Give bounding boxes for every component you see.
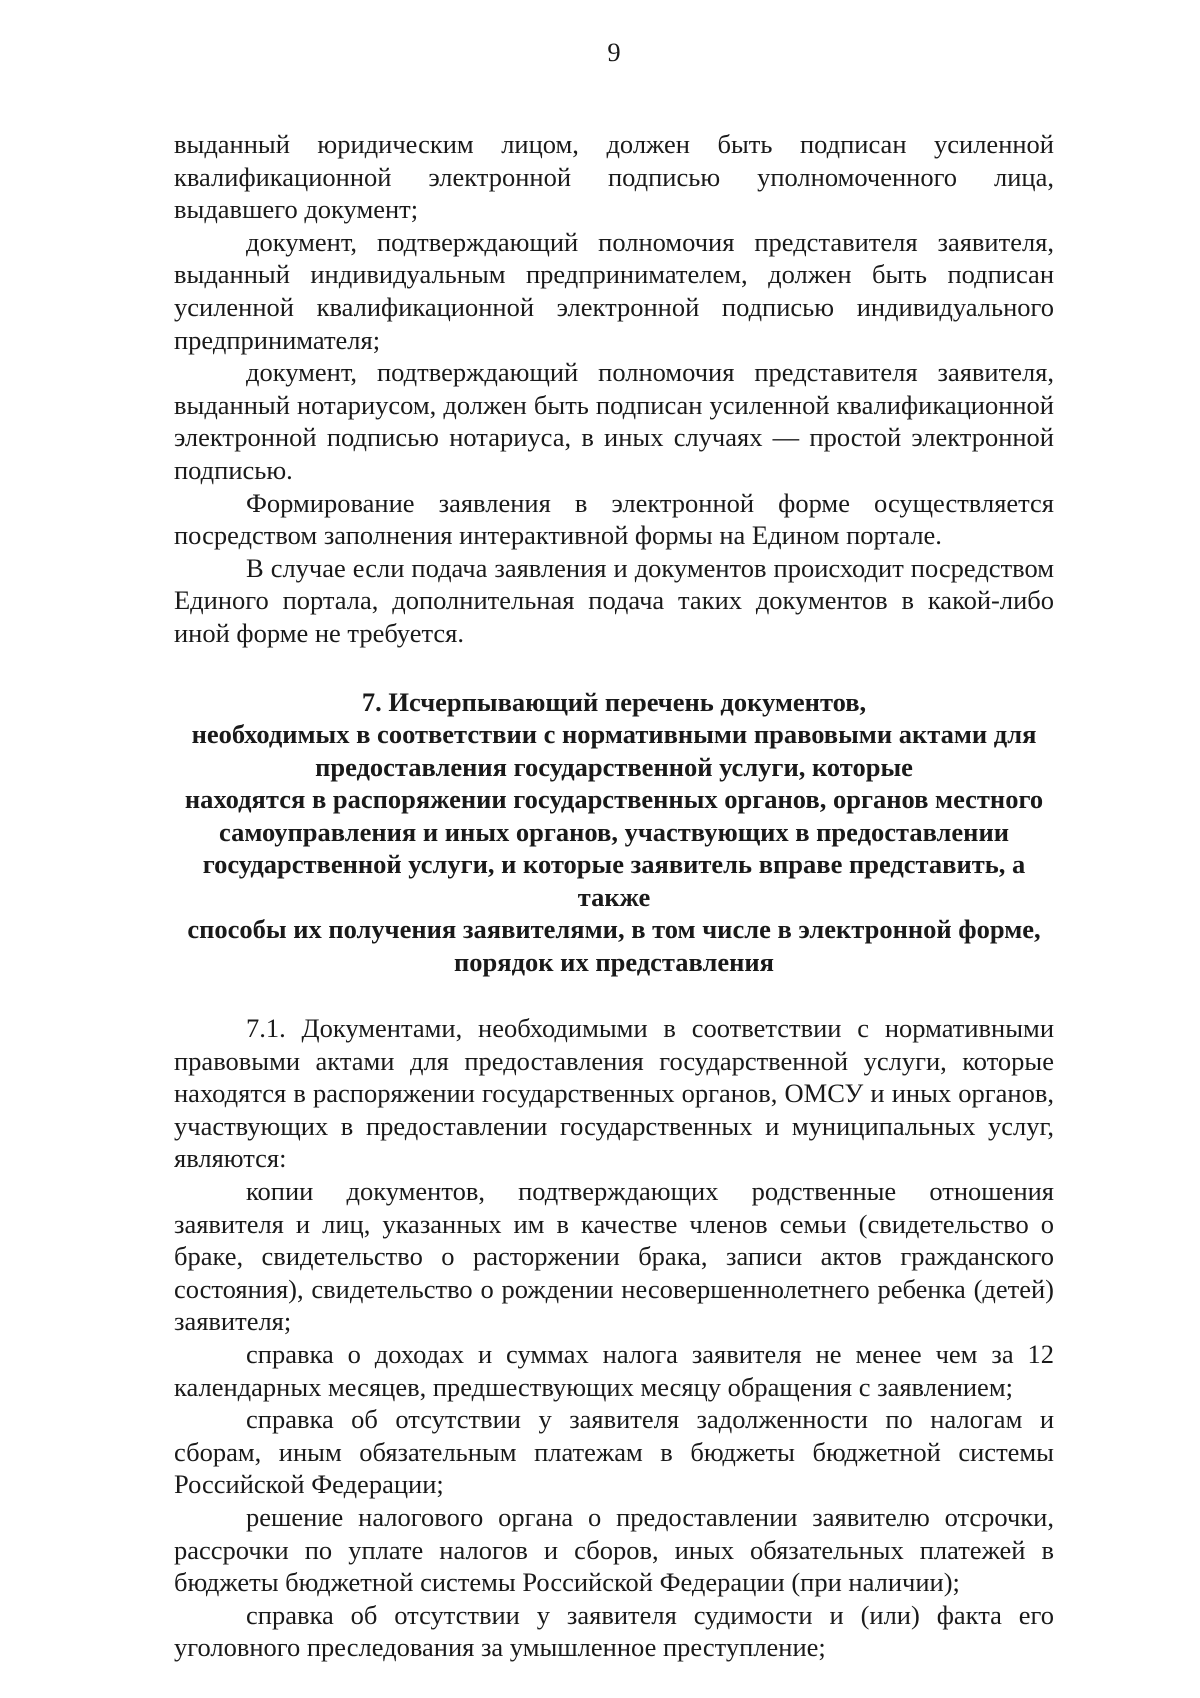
paragraph: Формирование заявления в электронной форме осуществляется посредством заполнения интерактивной формы на Едином портале.	[174, 487, 1054, 551]
heading-line: государственной услуги, и которые заявитель вправе представить, а также	[202, 849, 1026, 912]
paragraph: документ, подтверждающий полномочия представителя заявителя, выданный нотариусом, должен быть подписан усиленной квалификационной электронной подписью нотариуса, в иных случаях — простой электронной подписью.	[174, 357, 1054, 485]
paragraph: документ, подтверждающий полномочия представителя заявителя, выданный индивидуальным предпринимателем, должен быть подписан усиленной квалификационной электронной подписью индивидуального предпринимателя;	[174, 226, 1054, 355]
paragraph: справка об отсутствии у заявителя судимости и (или) факта его уголовного преследования за умышленное преступление;	[174, 1599, 1054, 1663]
heading-line: необходимых в соответствии с нормативными правовыми актами для	[191, 719, 1037, 749]
heading-line: способы их получения заявителями, в том числе в электронной форме,	[187, 914, 1041, 944]
paragraph: решение налогового органа о предоставлении заявителю отсрочки, рассрочки по уплате налогов и сборов, иных обязательных платежей в бюджеты бюджетной системы Российской Федерации (при наличии);	[174, 1501, 1054, 1598]
paragraph: 7.1. Документами, необходимыми в соответствии с нормативными правовыми актами для предоставления государственной услуги, которые находятся в распоряжении государственных органов, ОМСУ и иных органов, участвующих в предоставлении государственных и муниципальных услуг, являются:	[174, 1013, 1054, 1174]
paragraphs-bottom	[174, 1012, 1054, 1664]
paragraph: справка об отсутствии у заявителя задолженности по налогам и сборам, иным обязательным платежам в бюджеты бюджетной системы Российской Федерации;	[174, 1404, 1054, 1500]
section-heading	[174, 686, 1054, 979]
paragraph: выданный юридическим лицом, должен быть подписан усиленной квалификационной электронной подписью уполномоченного лица, выдавшего документ;	[174, 129, 1054, 225]
heading-line: порядок их представления	[454, 946, 774, 977]
paragraph: В случае если подача заявления и документов происходит посредством Единого портала, дополнительная подача таких документов в какой-либо иной форме не требуется.	[174, 552, 1054, 648]
heading-line: находятся в распоряжении государственных органов, органов местного	[184, 784, 1044, 814]
heading-line: 7. Исчерпывающий перечень документов,	[361, 686, 867, 717]
paragraphs-top	[174, 128, 1054, 650]
heading-line: самоуправления и иных органов, участвующих в предоставлении	[219, 816, 1009, 847]
paragraph: копии документов, подтверждающих родственные отношения заявителя и лиц, указанных им в качестве членов семьи (свидетельство о браке, свидетельство о расторжении брака, записи актов гражданского состояния), свидетельство о рождении несовершеннолетнего ребенка (детей) заявителя;	[174, 1175, 1054, 1337]
paragraph: справка о доходах и суммах налога заявителя не менее чем за 12 календарных месяцев, предшествующих месяцу обращения с заявлением;	[174, 1338, 1054, 1402]
page-number: 9	[607, 37, 621, 67]
heading-line: предоставления государственной услуги, которые	[315, 751, 913, 782]
